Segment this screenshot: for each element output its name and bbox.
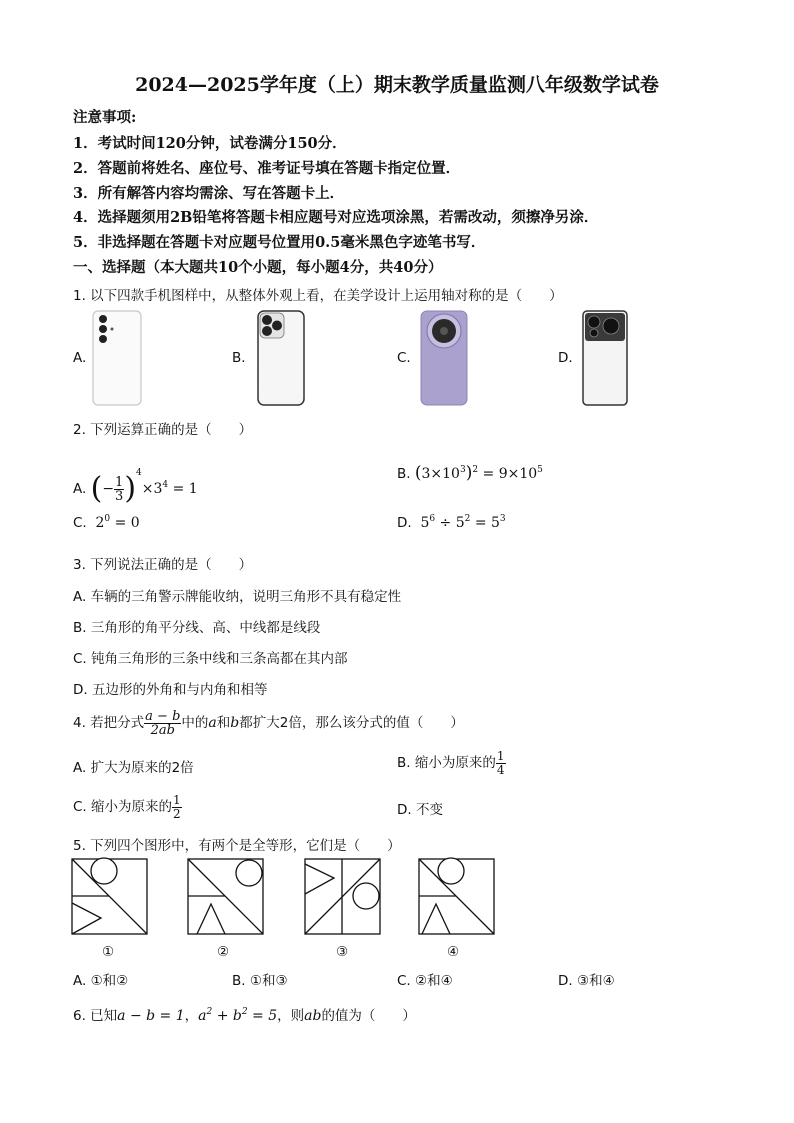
q6-expr1: a − b = 1 <box>117 1008 185 1024</box>
question-4-stem <box>73 706 464 740</box>
q6-post: 的值为（ ） <box>321 1008 416 1024</box>
q4-var-b: b <box>230 715 240 731</box>
figure-4-label: ④ <box>447 944 460 960</box>
q2-c-exp: 0 <box>104 514 111 524</box>
q2-a-num: 1 <box>115 474 124 490</box>
q6-comma: ， <box>184 1008 199 1024</box>
q2-a-label: A. <box>73 481 87 497</box>
q2-b-outer-exp: 2 <box>472 465 479 475</box>
q6-expr2-exp2: 2 <box>241 1007 248 1017</box>
notice-heading: 注意事项: <box>73 109 137 126</box>
q5-option-c: C. ②和④ <box>397 973 453 989</box>
q6-mid: ，则 <box>277 1008 305 1024</box>
phone-b-image <box>257 310 305 406</box>
q4-option-b <box>397 748 506 778</box>
q4-opt-b-pre: B. 缩小为原来的 <box>397 755 496 771</box>
figure-1-label: ① <box>102 944 115 960</box>
figure-4 <box>418 856 496 936</box>
phone-d-image <box>582 310 628 406</box>
q4-option-a: A. 扩大为原来的2倍 <box>73 760 194 776</box>
q2-d-exp1: 6 <box>429 514 436 524</box>
question-1-stem: 1. 以下四款手机图样中，从整体外观上看，在美学设计上运用轴对称的是（ ） <box>73 288 563 304</box>
q4-opt-c-num: 1 <box>173 792 181 807</box>
q2-option-b: B. $(3\times 10^3)^2 = 9\times 10^5$ <box>397 463 543 483</box>
page-title: 2024—2025学年度（上）期末教学质量监测八年级数学试卷 <box>135 74 659 96</box>
q1-label-d: D. <box>558 350 573 366</box>
q4-frac-num: a − b <box>145 708 181 724</box>
figure-3 <box>304 856 382 936</box>
q3-option-d: D. 五边形的外角和与内角和相等 <box>73 682 268 698</box>
q2-d-eq: = 5 <box>470 515 500 531</box>
q2-d-base1: 5 <box>420 515 430 531</box>
q2-option-d <box>397 514 506 531</box>
q2-d-op: ÷ 5 <box>435 515 465 531</box>
q2-option-a: A. (− $\frac{1}{3}$ )$^4\times 3^4 = 1$ <box>73 468 198 506</box>
q5-option-d: D. ③和④ <box>558 973 615 989</box>
figure-3-label: ③ <box>336 944 349 960</box>
q4-and: 和 <box>216 715 231 731</box>
notice-item-4: 4．选择题须用2B铅笔将答题卡相应题号对应选项涂黑，若需改动，须擦净另涂． <box>73 209 599 226</box>
figure-1 <box>71 856 149 936</box>
figure-2-label: ② <box>217 944 230 960</box>
q5-option-a: A. ①和② <box>73 973 129 989</box>
q2-b-eq-exp: 5 <box>537 465 543 475</box>
q4-option-c <box>73 792 182 822</box>
q2-d-label: D. <box>397 515 412 531</box>
q2-c-label: C. <box>73 515 87 531</box>
q4-opt-b-den: 4 <box>496 762 505 777</box>
q6-ab: ab <box>304 1008 322 1024</box>
phone-a-image <box>92 310 142 406</box>
q2-d-exp2: 2 <box>464 514 471 524</box>
question-3-stem: 3. 下列说法正确的是（ ） <box>73 557 253 573</box>
q3-option-b: B. 三角形的角平分线、高、中线都是线段 <box>73 620 321 636</box>
q4-opt-c-den: 2 <box>173 806 181 821</box>
q1-label-c: C. <box>397 350 411 366</box>
q2-b-inner-exp: 3 <box>459 465 466 475</box>
q6-pre: 6. 已知 <box>73 1008 118 1024</box>
q4-var-a: a <box>208 715 217 731</box>
q4-opt-b-num: 1 <box>496 748 505 763</box>
q4-frac-den: 2ab <box>150 722 175 738</box>
q4-stem-post: 都扩大2倍，那么该分式的值（ ） <box>239 715 464 731</box>
q2-a-rest-exp: 4 <box>162 480 169 490</box>
notice-item-1: 1．考试时间120分钟，试卷满分150分． <box>73 135 347 152</box>
q2-b-eq: = 9×10 <box>478 466 538 482</box>
q2-c-eq: = 0 <box>110 515 140 531</box>
q2-a-rest: ×3 <box>141 481 163 497</box>
q4-stem-pre: 4. 若把分式 <box>73 715 145 731</box>
q3-option-c: C. 钝角三角形的三条中线和三条高都在其内部 <box>73 651 348 667</box>
q1-label-b: B. <box>232 350 246 366</box>
q2-a-eq: = 1 <box>168 481 198 497</box>
q1-label-a: A. <box>73 350 87 366</box>
notice-item-2: 2．答题前将姓名、座位号、准考证号填在答题卡指定位置． <box>73 160 461 177</box>
q3-option-a: A. 车辆的三角警示牌能收纳，说明三角形不具有稳定性 <box>73 589 402 605</box>
q4-stem-mid: 中的 <box>181 715 209 731</box>
question-2-stem: 2. 下列运算正确的是（ ） <box>73 422 253 438</box>
q2-c-base: 2 <box>95 515 105 531</box>
q2-b-base: 3×10 <box>421 466 460 482</box>
q2-b-label: B. <box>397 466 411 482</box>
notice-item-3: 3．所有解答内容均需涂、写在答题卡上． <box>73 185 345 202</box>
phone-c-image <box>420 310 468 406</box>
q2-d-exp3: 3 <box>499 514 506 524</box>
q6-expr2-exp: 2 <box>206 1007 213 1017</box>
q2-a-exp: 4 <box>136 468 142 478</box>
q5-option-b: B. ①和③ <box>232 973 288 989</box>
q4-opt-c-pre: C. 缩小为原来的 <box>73 799 173 815</box>
q4-option-d: D. 不变 <box>397 802 443 818</box>
notice-item-5: 5．非选择题在答题卡对应题号位置用0.5毫米黑色字迹笔书写． <box>73 234 486 251</box>
q6-expr2-eq: = 5 <box>247 1008 278 1024</box>
figure-2 <box>187 856 265 936</box>
question-6-stem <box>73 1004 416 1024</box>
q2-a-den: 3 <box>115 488 124 504</box>
q2-option-c <box>73 514 140 531</box>
q6-expr2-a: a <box>198 1008 207 1024</box>
question-5-stem: 5. 下列四个图形中，有两个是全等形，它们是（ ） <box>73 838 401 854</box>
q6-expr2-mid: + b <box>212 1008 242 1024</box>
section-heading: 一、选择题（本大题共10个小题，每小题4分，共40分） <box>73 259 443 276</box>
